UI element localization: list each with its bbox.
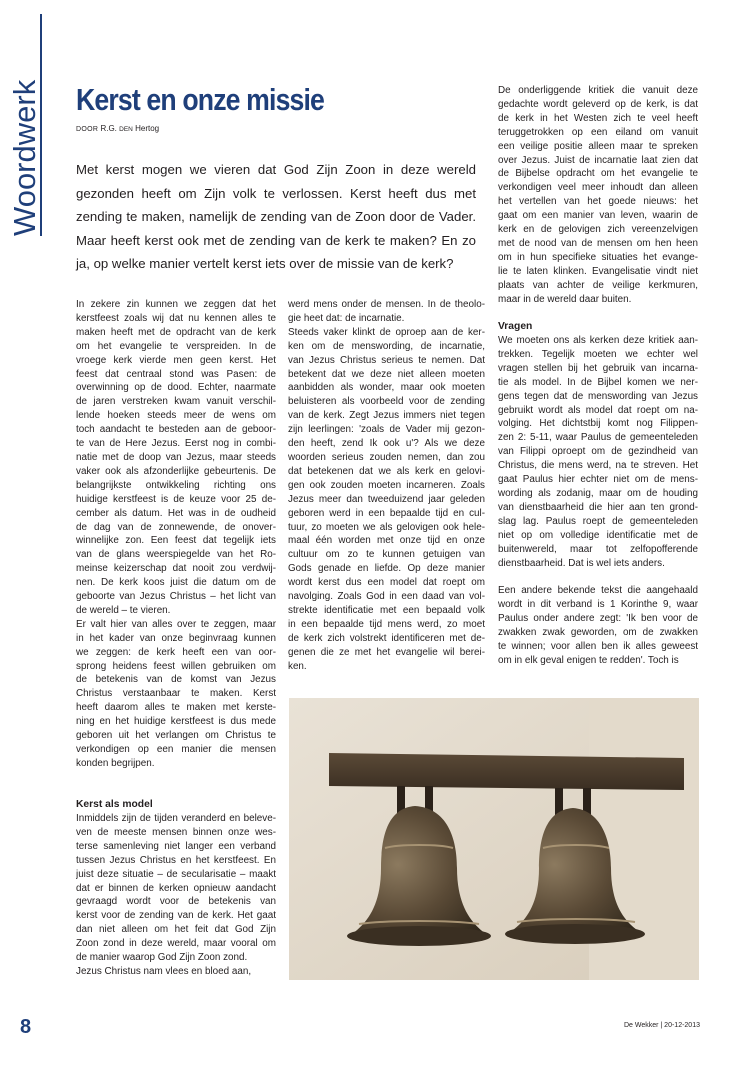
text-line: buitenwereld, maar tot zelfopofferende [498, 543, 698, 555]
text-line: in een bepaalde tijd mens werd, zo moet [288, 618, 485, 630]
text-line: overwinning op de dood. Echter, naarmate [76, 382, 276, 394]
text-line: verkondigen op een manier die mensen [76, 744, 276, 755]
intro-line: zending te maken, namelijk de zending van de Zoon door de Vader. [76, 209, 476, 225]
intro-line: Met kerst mogen we vieren dat God Zijn Zoon in deze wereld [76, 162, 476, 177]
text-line: van Filippi oproept om de gezindheid van [498, 446, 698, 458]
text-line: genen die ze met het evangelie wil berei- [288, 646, 485, 658]
text-line: de manier waarop God Zijn Zoon zond. [76, 952, 248, 964]
text-line: om in hun specifieke situaties het evange- [498, 251, 698, 263]
author-initials: R.G. [100, 124, 117, 133]
text-line: een veilige positie alleen maar te spreken [498, 140, 698, 152]
text-line: geboren werd in een bepaalde tijd en cul- [288, 507, 485, 519]
footer-publication: De Wekker | 20-12-2013 [623, 1022, 700, 1029]
text-line: in het kader van onze beginvraag kunnen [76, 632, 276, 644]
text-line: gens tegen dat de menswording van Jezus [498, 390, 698, 402]
text-line: feest dat centraal stond was Pasen: de [76, 368, 276, 380]
text-line: de kerk zich volstrekt identificeren met de- [288, 632, 485, 644]
text-line: De onderliggende kritiek die vanuit deze [498, 85, 698, 96]
text-line: navolging. Zoals God in een daad van vol- [288, 591, 485, 603]
text-line: wording als zodanig, maar om de houding [498, 487, 698, 499]
text-line: om het evangelie te verspreiden. In de [76, 340, 276, 352]
text-line: maken heeft met de opdracht van de kerk [76, 326, 276, 338]
text-line: dienstbaarheid. Dat is wel iets anders. [498, 557, 665, 569]
text-line: wordt in dit verband is 1 Korinthe 9, waar [498, 599, 698, 611]
text-line: volging. Het dichtstbij komt nog Filippen- [498, 418, 698, 430]
text-line: kerstfeest zoals wij dat nu kennen alles te [76, 312, 276, 324]
byline-author [100, 124, 159, 133]
text-line: ven de meeste mensen binnen onze wes- [76, 826, 276, 838]
byline-prefix: DOOR [76, 126, 99, 133]
column-3-section-body [498, 334, 698, 668]
byline [76, 124, 159, 133]
text-line: te van de Here Jezus. Eerst nog in combi- [76, 438, 276, 450]
text-line: tussen Jezus Christus en het kerstfeest. En [76, 854, 276, 866]
text-line: Christus verstaanbaar te maken. Kerst [76, 688, 276, 700]
text-line: belangrijkste ontwikkeling richting ons [76, 479, 276, 491]
text-line: juist deze situatie – de secularisatie – maakt [76, 868, 276, 880]
text-line [498, 570, 698, 584]
text-line: natie met de doop van Jezus, maar steeds [76, 451, 276, 463]
text-line: strekte identificatie met een bepaald volk [288, 604, 485, 616]
text-line: lende hoeken steeds meer de wens om [76, 410, 276, 422]
text-line: geboren uit het verlangen om Christus te [76, 730, 276, 742]
text-line: huidige kerstfeest is de keuze voor 25 de- [76, 493, 276, 505]
text-line: Er valt hier van alles over te zeggen, maar [76, 618, 276, 630]
column-3-body [498, 84, 698, 307]
text-line: de Bijbelse opdracht om het evangelie te [498, 168, 698, 180]
text-line: de dag van de zonnewende, de onover- [76, 521, 276, 533]
text-line: van de glans weerspiegelde van het Ro- [76, 549, 276, 561]
text-line: terse samenleving niet langer een verband [76, 840, 276, 852]
text-line: om in elk geval enigen te redden'. Toch is [498, 654, 679, 666]
text-line: teruggetrokken op een eiland om vanuit [498, 126, 698, 138]
author-name: Hertog [135, 124, 160, 133]
text-line: van de kerk. Zegt Jezus immers niet tegen [288, 410, 485, 422]
text-line: de jaren verstreken kwam vanuit verschil- [76, 396, 276, 408]
text-line: cember als datum. Het was in de oudheid [76, 507, 276, 519]
text-line: dan niet alleen om het feit dat God Zijn [76, 924, 276, 936]
text-line: Jezus meer dan tweeduizend jaar geleden [288, 493, 485, 505]
text-line: dat betekenen dat we als kerk en gelovi- [288, 465, 485, 477]
text-line: wordt kerst dus een model dat roept om [288, 577, 485, 589]
text-line: werd mens onder de mensen. In de theolo- [288, 299, 485, 310]
text-line: vaker ook als afzonderlijke gebeurtenis. De [76, 465, 276, 477]
text-line: gen ook zouden moeten incarneren. Zoals [288, 479, 485, 491]
text-line: verkondigen veel meer inhoudt dan alleen [498, 182, 698, 194]
section-heading-kerst-als-model: Kerst als model [76, 799, 153, 810]
text-line: aanbidden als wonder, maar ook moeten [288, 382, 485, 394]
text-line: gaat om een manier van leven, waarin de [498, 210, 698, 222]
text-line: cultuur om zo te kunnen getuigen van [288, 549, 485, 561]
text-line: betekent dat we deze niet alleen moeten [288, 368, 485, 380]
text-line: kerk en de gelovigen zich vereenzelvigen [498, 224, 698, 236]
text-line: den heeft, zend Ik ook u'? Als we deze [288, 438, 485, 450]
text-line: slag lag. Paulus roept de gemeenteleden [498, 515, 698, 527]
text-line: meinse keizerschap dat nooit zou verdwij- [76, 563, 276, 575]
text-line: plaats van achter de veilige kerkmuren, [498, 279, 698, 291]
page-number: 8 [20, 1016, 32, 1038]
text-line: gedachte wordt geleverd op de kerk, is dat [498, 98, 698, 110]
text-line: We moeten ons als kerken deze kritiek aan- [498, 335, 698, 346]
column-1-body [76, 298, 276, 771]
text-line: gebruikt wordt als model dat roept om na- [498, 404, 698, 416]
text-line: dat er binnen de kerken opnieuw aandacht [76, 882, 276, 894]
section-label: Woordwerk [7, 79, 42, 236]
text-line: zwakken zwak geworden, om de zwakken [498, 627, 698, 639]
text-line: sprong heidens feest willen gebruiken om [76, 660, 276, 672]
text-line: de wereld – te vieren. [76, 604, 171, 616]
text-line: Paulus onder andere zegt: 'Ik ben voor de [498, 613, 698, 625]
text-line: ning en het huidige kerstfeest is dus mede [76, 716, 276, 728]
text-line: Jezus Christus nam vlees en bloed aan, [76, 965, 252, 977]
text-line: ken om de menswording, de incarnatie, [288, 340, 485, 352]
text-line: heeft daarom alles te maken met kerste- [76, 702, 276, 714]
intro-line: Maar heeft kerst ook met de zending van de kerk te maken? En zo [76, 232, 476, 248]
intro-line: ja, op welke manier vertelt kerst iets over de missie van de kerk? [76, 256, 454, 272]
article-title: Kerst en onze missie [76, 82, 325, 117]
text-line: van dienstbaarheid die hier aan ten grond- [498, 501, 698, 513]
text-line: toch aandacht te besteden aan de geboor- [76, 424, 276, 436]
text-line: Zoon zond in deze wereld, maar vooral om [76, 938, 276, 950]
text-line: zijn leerlingen: 'zoals de Vader mij gezon- [288, 424, 485, 436]
church-bells-photo [289, 698, 699, 980]
text-line: trekken. Tegelijk moeten we echter wel [498, 348, 698, 360]
text-line: In zekere zin kunnen we zeggen dat het [76, 299, 276, 310]
text-line: woorden serieus zouden nemen, dan zou [288, 451, 485, 463]
text-line: over Jezus. Juist de incarnatie laat zien dat [498, 154, 698, 166]
intro-line: gezonden heeft om Zijn volk te verlossen. Kerst heeft dus met [76, 185, 476, 201]
text-line: met de nood van de mensen om hen heen [498, 237, 698, 249]
text-line: gaat Paulus hier echter niet om de mens- [498, 474, 698, 486]
text-line: Gods genade en liefde. Op deze manier [288, 563, 485, 575]
text-line: beluisteren als voorbeeld voor de zending [288, 396, 485, 408]
text-line: Een andere bekende tekst die aangehaald [498, 585, 698, 597]
text-line: gie heet dat: de incarnatie. [288, 312, 405, 324]
text-line: Inmiddels zijn de tijden veranderd en beleve- [76, 813, 276, 824]
intro-paragraph [76, 158, 476, 276]
text-line: het vertellen van het goede nieuws: het [498, 196, 698, 208]
text-line: niet op om volledige identificatie met de [498, 529, 698, 541]
author-den: DEN [119, 126, 133, 133]
text-line: konden begrijpen. [76, 757, 155, 769]
text-line: Christus, die mens werd, na te streven. Het [498, 460, 698, 472]
text-line: tuur, zo moeten we als gelovigen ook hele- [288, 521, 485, 533]
text-line: vragen stellen bij het gebruik van incarna- [498, 362, 698, 374]
column-1-section [76, 798, 276, 979]
column-1-section-body [76, 812, 276, 979]
column-2-body [288, 298, 485, 673]
text-line: ken. [288, 660, 307, 672]
text-line: Steeds vaker klinkt de oproep aan de ker- [288, 326, 485, 338]
text-line: geboorte van Jezus Christus – het licht van [76, 591, 276, 603]
text-line: maar in de wereld daar buiten. [498, 293, 632, 305]
column-3-section [498, 320, 698, 668]
text-line: kerst voor de zending van de kerk. Het gaat [76, 910, 276, 922]
text-line: de betekenis van de komst van Jezus [76, 674, 276, 686]
text-line: vroege kerk vierde men geen kerst. Het [76, 354, 276, 366]
text-line: winnelijke zon. Een feest dat tegelijk iets [76, 535, 276, 547]
text-line: lie te laten klinken. Evangelisatie vindt niet [498, 265, 698, 277]
text-line: tie als model. In de Bijbel komen we ner- [498, 376, 698, 388]
section-heading-vragen: Vragen [498, 321, 533, 332]
text-line: maal één worden met onze tijd en onze [288, 535, 485, 547]
text-line: gevraagd wordt voor de betekenis van [76, 896, 276, 908]
text-line: van Jezus Christus serieus te nemen. Dat [288, 354, 485, 366]
text-line: zen 2: 5-11, waar Paulus de gemeenteleden [498, 432, 698, 444]
text-line: de kerk in het Westen zich te veel heeft [498, 112, 698, 124]
text-line: te winnen; voor allen ben ik alles geweest [498, 640, 698, 652]
text-line: we zeggen: de kerk heeft een van oor- [76, 646, 276, 658]
text-line: nen. De kerk koos juist die datum om de [76, 577, 276, 589]
